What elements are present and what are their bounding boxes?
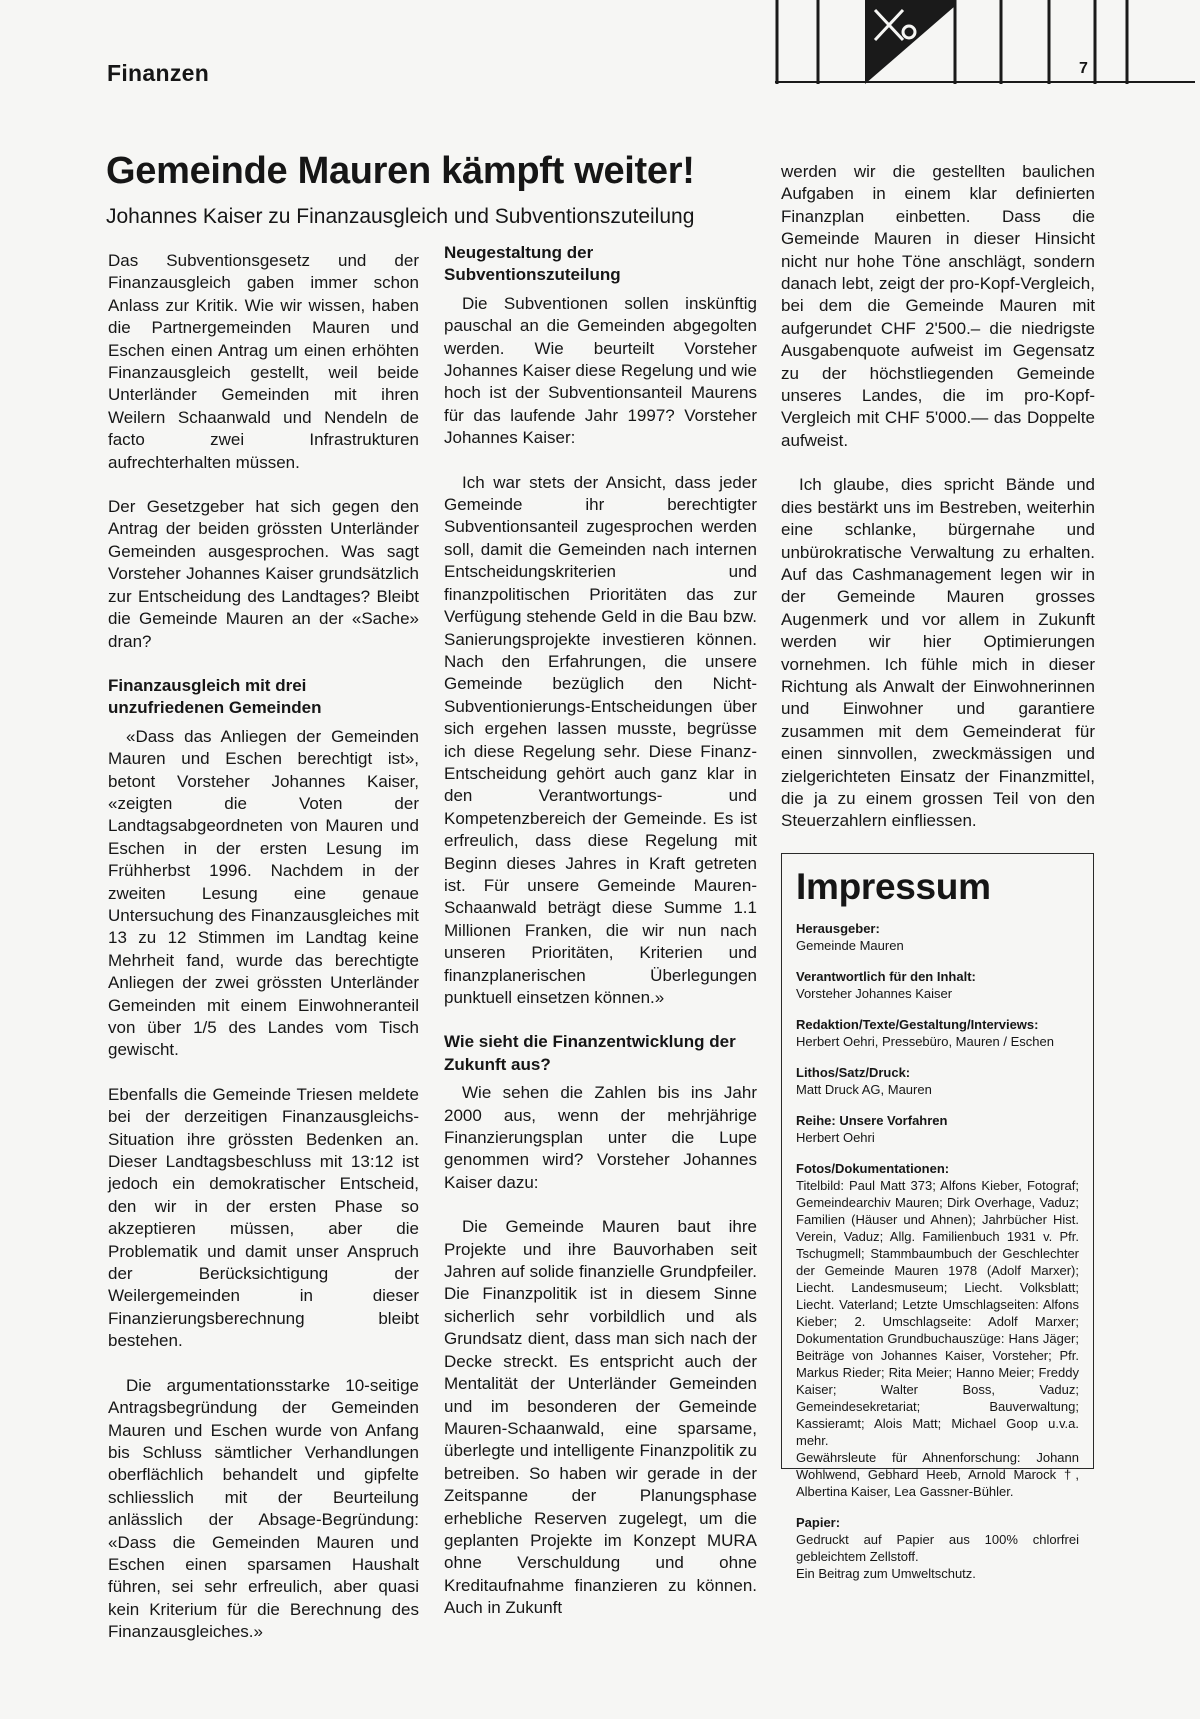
impressum-item — [796, 1112, 1079, 1146]
impressum-label: Lithos/Satz/Druck: — [796, 1065, 911, 1080]
impressum-item — [796, 1016, 1079, 1050]
paragraph: «Dass das Anliegen der Gemeinden Mauren und Eschen berechtigt ist», betont Vorsteher Johannes Kaiser, «zeigten die Voten der Landtagsabgeordneten von Mauren und Eschen in der ersten Lesung im Frühherbst 1996. Nachdem in der zweiten Lesung eine genaue Untersuchung des Finanzausgleiches mit 13 zu 12 Stimmen im Landtag keine Mehrheit fand, wurde das berechtigte Anliegen der zwei grössten Unterländer Gemeinden mit einem Einwohneranteil von über 1/5 des Landes vom Tisch gewischt. — [108, 726, 419, 1060]
article-subtitle: Johannes Kaiser zu Finanzausgleich und Subventionszuteilung — [106, 205, 695, 228]
page-number: 7 — [1079, 60, 1088, 77]
impressum-item — [796, 968, 1079, 1002]
impressum-box — [781, 853, 1094, 1581]
paragraph: werden wir die gestellten baulichen Aufgaben in einem klar definierten Finanzplan einbetten. Dass die Gemeinde Mauren in dieser Hinsicht nicht nur hohe Töne anschlägt, sondern danach lebt, zeigt der pro-Kopf-Vergleich, bei dem die Gemeinde Mauren mit aufgerundet CHF 2'500.– die niedrigste Ausgabenquote aufweist im Gegensatz zu der höchstliegenden Gemeinde unseres Landes, die im pro-Kopf-Vergleich mit CHF 5'000.— das Doppelte aufweist. — [781, 162, 1095, 450]
impressum-label: Papier: — [796, 1515, 841, 1530]
impressum-item — [796, 920, 1079, 954]
impressum-label: Verantwortlich für den Inhalt: — [796, 969, 976, 984]
impressum-label: Fotos/Dokumentationen: — [796, 1161, 950, 1176]
paragraph: Ebenfalls die Gemeinde Triesen meldete bei der derzeitigen Finanzausgleichs-Situation ihre grössten Bedenken an. Dieser Landtagsbeschluss mit 13:12 ist jedoch ein demokratischer Entscheid, den wir in der ersten Phase so akzeptieren müssen, aber die Problematik und damit unser Anspruch der Berücksichtigung der Weilergemeinden in dieser Finanzierungsberechnung bleibt bestehen. — [108, 1084, 419, 1351]
impressum-text: Matt Druck AG, Mauren — [796, 1082, 932, 1097]
section-heading: Wie sieht die Finanzentwicklung der Zukunft aus? — [444, 1032, 736, 1074]
paragraph: Die argumentationsstarke 10-seitige Antragsbegründung der Gemeinden Mauren und Eschen wurde von Anfang bis Schluss sämtlicher Verhandlungen oberflächlich behandelt und gipfelte schliesslich mit der Beurteilung anlässlich der Absage-Begründung: «Dass die Gemeinden Mauren und Eschen einen sparsamen Haushalt führen, sei sehr erfreulich, aber quasi kein Kriterium für die Berechnung des Finanzausgleiches.» — [108, 1375, 419, 1642]
impressum-label: Herausgeber: — [796, 921, 880, 936]
paragraph: Ich glaube, dies spricht Bände und dies bestärkt uns im Bestreben, weiterhin eine schlanke, bürgernahe und unbürokratische Verwaltung zu erhalten. Auf das Cashmanagement legen wir in der Gemeinde Mauren grosses Augenmerk und vor allem in Zukunft werden wir hier Optimierungen vornehmen. Ich fühle mich in dieser Richtung als Anwalt der Einwohnerinnen und Einwohner und garantiere zusammen mit dem Gemeinderat für einen sinnvollen, zweckmässigen und zielgerichteten Einsatz der Finanzmittel, die ja zu einem grossen Teil von den Steuerzahlern einfliessen. — [781, 475, 1095, 831]
section-label: Finanzen — [107, 60, 210, 86]
impressum-text: Gedruckt auf Papier aus 100% chlorfrei gebleichtem Zellstoff. Ein Beitrag zum Umweltschutz. — [796, 1532, 1079, 1581]
article-title: Gemeinde Mauren kämpft weiter! — [106, 150, 695, 192]
impressum-text: Herbert Oehri, Pressebüro, Mauren / Eschen — [796, 1034, 1054, 1049]
header-decoration — [775, 0, 1195, 84]
paragraph: Die Gemeinde Mauren baut ihre Projekte und ihre Bauvorhaben seit Jahren auf solide finanzielle Grundpfeiler. Die Finanzpolitik ist in diesem Sinne sicherlich sehr vorbildlich und als Grundsatz dient, dass man sich nach der Decke streckt. Es entspricht auch der Mentalität der Unterländer Gemeinden und im besonderen der Gemeinde Mauren-Schaanwald, eine sparsame, überlegte und intelligente Finanzpolitik zu betreiben. So haben wir gerade in der Zeitspanne der Planungsphase erhebliche Reserven zugelegt, um die geplanten Projekte im Konzept MURA ohne Verschuldung und ohne Kreditaufnahme finanzieren zu können. Auch in Zukunft — [444, 1217, 757, 1618]
impressum-label: Redaktion/Texte/Gestaltung/Interviews: — [796, 1017, 1039, 1032]
impressum-title: Impressum — [796, 866, 991, 907]
paragraph: Das Subventionsgesetz und der Finanzausgleich gaben immer schon Anlass zur Kritik. Wie wir wissen, haben die Partnergemeinden Mauren und Eschen einen Antrag um einen erhöhten Finanzausgleich gestellt, weil beide Unterländer Gemeinden mit ihren Weilern Schaanwald und Nendeln de facto zwei Infrastrukturen aufrechterhalten müssen. — [108, 251, 419, 472]
impressum-text: Titelbild: Paul Matt 373; Alfons Kieber, Fotograf; Gemeindearchiv Mauren; Dirk Overhage, Vaduz; Familien (Häuser und Ahnen); Jahrbücher Hist. Verein, Vaduz; Allg. Familienbuch 1931 v. Pfr. Tschugmell; Stammbaumbuch der Geschlechter der Gemeinde Mauren 1978 (Adolf Marxer); Liecht. Landesmuseum; Liecht. Volksblatt; Liecht. Vaterland; Letzte Umschlagseiten: Alfons Kieber; 2. Umschlagseite: Adolf Marxer; Dokumentation Grundbuchauszüge: Hans Jäger; Beiträge von Johannes Kaiser, Vorsteher; Pfr. Markus Rieder; Rita Meier; Hanno Meier; Freddy Kaiser; Walter Boss, Vaduz; Gemeindesekretariat; Bauverwaltung; Kassieramt; Alois Matt; Michael Goop u.v.a. mehr. Gewährsleute für Ahnenforschung: Johann Wohlwend, Gebhard Heeb, Arnold Marock †, Albertina Kaiser, Lea Gassner-Bühler. — [796, 1178, 1079, 1499]
impressum-text: Vorsteher Johannes Kaiser — [796, 986, 953, 1001]
article-column-3 — [781, 161, 1095, 833]
paragraph: Ich war stets der Ansicht, dass jeder Gemeinde ihr berechtigter Subventionsanteil zugesprochen werden soll, damit die Gemeinden nach internen Entscheidungskriterien und finanzpolitischen Prioritäten das zur Verfügung stehende Geld in die Bau bzw. Sanierungsprojekte investieren können. Nach den Erfahrungen, die unsere Gemeinde bezüglich den Nicht-Subventionierungs-Entscheidungen über sich ergehen lassen musste, begrüsse ich diese Regelung sehr. Diese Finanz-Entscheidung gehört auch ganz klar in den Verantwortungs- und Kompetenzbereich der Gemeinde. Es ist erfreulich, dass diese Regelung mit Beginn dieses Jahres in Kraft getreten ist. Für unsere Gemeinde Mauren-Schaanwald beträgt diese Summe 1.1 Millionen Franken, die wir nun nach unseren Prioritäten, Kriterien und finanzplanerischen Überlegungen punktuell einsetzen können.» — [444, 472, 757, 1007]
paragraph: Die Subventionen sollen inskünftig pauschal an die Gemeinden abgegolten werden. Wie beurteilt Vorsteher Johannes Kaiser diese Regelung und wie hoch ist der Subventionsanteil Maurens für das laufende Jahr 1997? Vorsteher Johannes Kaiser: — [444, 293, 757, 448]
paragraph: Der Gesetzgeber hat sich gegen den Antrag der beiden grössten Unterländer Gemeinden ausgesprochen. Was sagt Vorsteher Johannes Kaiser grundsätzlich zur Entscheidung des Landtages? Bleibt die Gemeinde Mauren an der «Sache» dran? — [108, 497, 419, 651]
impressum-text: Gemeinde Mauren — [796, 938, 904, 953]
article-column-2 — [444, 242, 757, 1620]
impressum-item — [796, 1064, 1079, 1098]
header-grid-graphic — [775, 0, 1195, 84]
paragraph: Wie sehen die Zahlen bis ins Jahr 2000 aus, wenn der mehrjährige Finanzierungsplan unter die Lupe genommen wird? Vorsteher Johannes Kaiser dazu: — [444, 1083, 757, 1192]
impressum-item — [796, 1160, 1079, 1500]
impressum-label: Reihe: Unsere Vorfahren — [796, 1113, 948, 1128]
impressum-item — [796, 1514, 1079, 1582]
section-heading: Finanzausgleich mit drei unzufriedenen Gemeinden — [108, 675, 322, 718]
section-heading: Neugestaltung der Subventionszuteilung — [444, 243, 621, 285]
impressum-text: Herbert Oehri — [796, 1130, 875, 1145]
article-column-1 — [108, 250, 419, 1644]
